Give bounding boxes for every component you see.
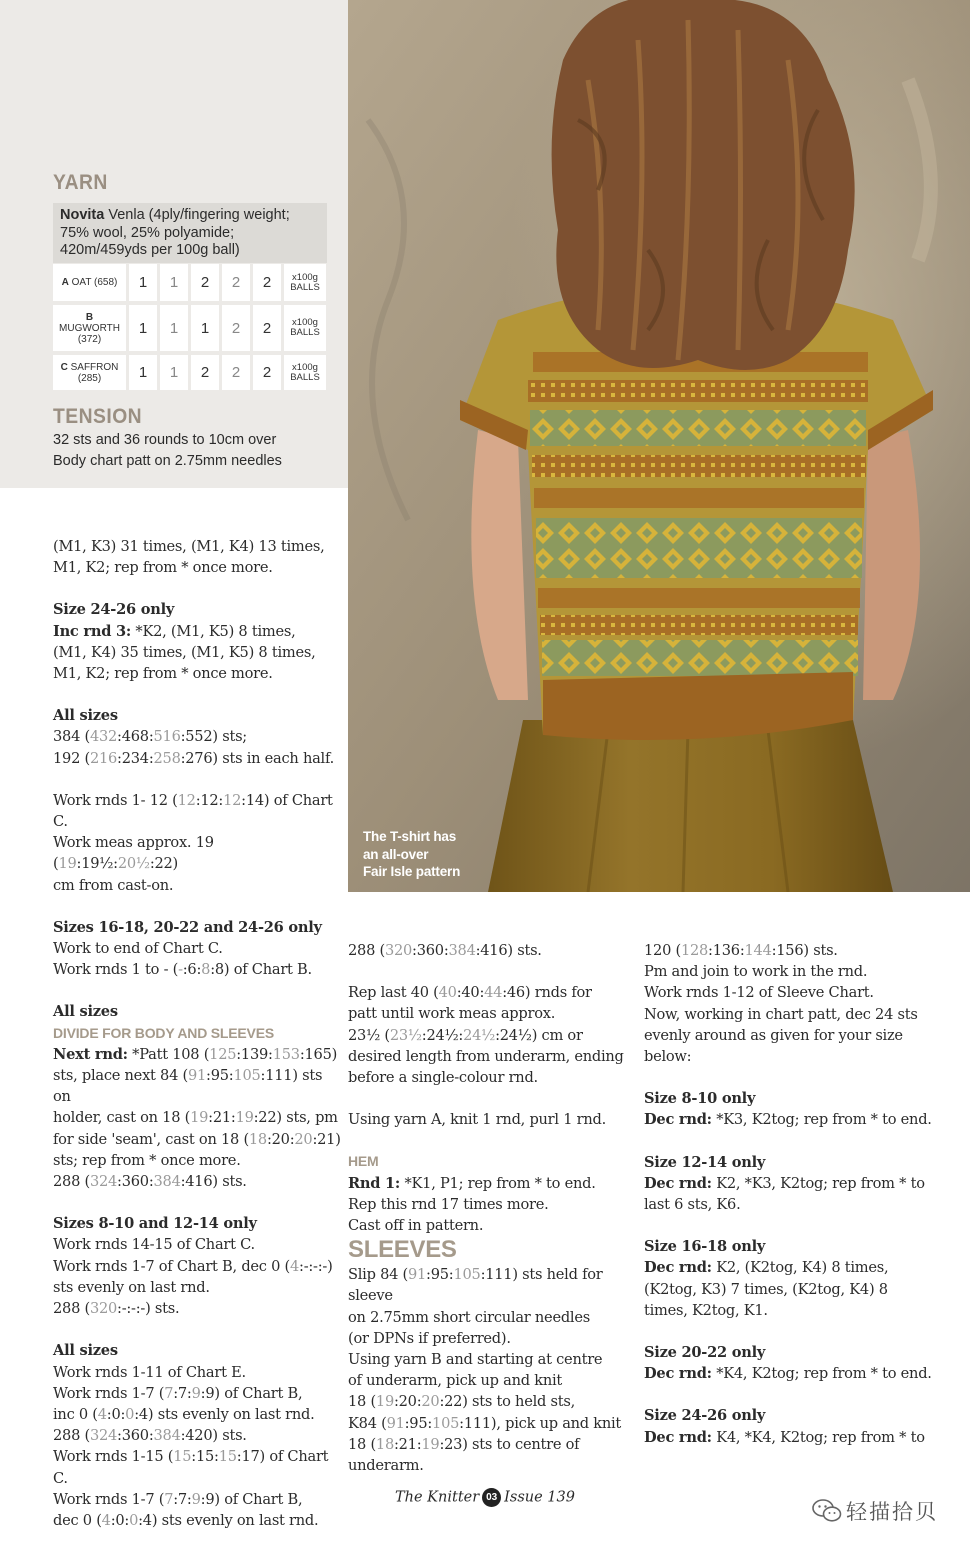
round-label: Dec rnd: bbox=[644, 1174, 712, 1192]
yarn-colour-name: A OAT (658) bbox=[53, 264, 126, 301]
yarn-qty: 1 bbox=[129, 264, 157, 301]
yarn-colour-name: B MUGWORTH (372) bbox=[53, 305, 126, 351]
pattern-column-3: 120 (128:136:144:156) sts. Pm and join to work in the rnd. Work rnds 1-12 of Sleeve Chart. Now, working in chart patt, dec 24 sts evenly around as given for your size below: Size 8-10 only Dec rnd: *K3, K2tog; rep from * to end. Size 12-14 only Dec rnd: K2, *K3, K2tog; rep from * to last 6 sts, K6. Size 16-18 only Dec rnd: K2, (K2tog, K4) 8 times, (K2tog, K3) 7 times, (K2tog, K4) 8 times, K2tog, K1. Size 20-22 only Dec rnd: *K4, K2tog; rep from * to end. Size 24-26 only Dec rnd: K4, *K4, K2tog; rep from * to bbox=[644, 942, 932, 1446]
yarn-qty: 1 bbox=[160, 355, 188, 390]
yarn-heading: YARN bbox=[53, 171, 108, 194]
yarn-unit: x100g BALLS bbox=[284, 355, 326, 390]
model-photo bbox=[348, 0, 970, 892]
yarn-desc-line: 75% wool, 25% polyamide; bbox=[60, 224, 235, 241]
yarn-unit: x100g BALLS bbox=[284, 264, 326, 301]
sleeves-heading: SLEEVES bbox=[348, 1236, 457, 1264]
magazine-name: The Knitter bbox=[394, 1489, 480, 1506]
size-heading: All sizes bbox=[53, 1003, 118, 1021]
wechat-icon bbox=[812, 1498, 842, 1524]
issue-number: Issue 139 bbox=[504, 1489, 575, 1506]
section-subheading: DIVIDE FOR BODY AND SLEEVES bbox=[53, 1024, 274, 1041]
yarn-qty: 2 bbox=[222, 264, 250, 301]
watermark bbox=[812, 1496, 938, 1526]
yarn-qty: 1 bbox=[129, 355, 157, 390]
pattern-column-2: 288 (320:360:384:416) sts. Rep last 40 (40:40:44:46) rnds for patt until work meas approx. 23½ (23½:24½:24½:24½) cm or desired length from underarm, ending before a single-colour rnd. Using yarn A, knit 1 rnd, purl 1 rnd. HEM Rnd 1: *K1, P1; rep from * to end. Rep this rnd 17 times more. Cast off in pattern. SLEEVES Slip 84 (91:95:105:111) sts held for sleeve on 2.75mm short circular needles (or DPNs if preferred). Using yarn B and starting at centre of underarm, pick up and knit 18 (19:20:20:22) sts to held sts, K84 (91:95:105:111), pick up and knit 18 (18:21:19:23) sts to centre of underarm. bbox=[348, 940, 638, 1476]
hem-heading: HEM bbox=[348, 1153, 379, 1170]
watermark-text: 轻描拾贝 bbox=[846, 1500, 938, 1524]
size-heading: Size 24-26 only bbox=[53, 601, 175, 619]
yarn-qty: 1 bbox=[160, 264, 188, 301]
yarn-qty: 2 bbox=[253, 264, 281, 301]
yarn-unit: x100g BALLS bbox=[284, 305, 326, 351]
yarn-desc-line: 420m/459yds per 100g ball) bbox=[60, 242, 240, 258]
pattern-column-1: (M1, K3) 31 times, (M1, K4) 13 times, M1, K2; rep from * once more. Size 24-26 only Inc rnd 3: *K2, (M1, K5) 8 times, (M1, K4) 35 times, (M1, K5) 8 times, M1, K2; rep from * once more. All sizes 384 (432:468:516:552) sts; 192 (216:234:258:276) sts in each half. Work rnds 1- 12 (12:12:12:14) of Chart C. Work meas approx. 19 (19:19½:20½:22) cm from cast-on. Sizes 16-18, 20-22 and 24-26 only Work to end of Chart C. Work rnds 1 to - (-:6:8:8) of Chart B. All sizes DIVIDE FOR BODY AND SLEEVES Next rnd: *Patt 108 (125:139:153:165) sts, place next 84 (91:95:105:111) sts on holder, cast on 18 (19:21:19:22) sts, pm for side 'seam', cast on 18 (18:20:20:21) sts; rep from * once more. 288 (324:360:384:416) sts. Sizes 8-10 and 12-14 only Work rnds 14-15 of Chart C. Work rnds 1-7 of Chart B, dec 0 (4:-:-:-) sts evenly on last rnd. 288 (320:-:-:-) sts. All sizes Work rnds 1-11 of Chart E. Work rnds 1-7 (7:7:9:9) of Chart B, inc 0 (4:0:0:4) sts evenly on last rnd. 288 (324:360:384:420) sts. Work rnds 1-15 (15:15:15:17) of Chart C. Work rnds 1-7 (7:7:9:9) of Chart B, dec 0 (4:0:0:4) sts evenly on last rnd. bbox=[53, 536, 343, 1531]
size-heading: Size 8-10 only bbox=[644, 1090, 756, 1108]
yarn-row-b bbox=[53, 305, 327, 351]
yarn-description bbox=[53, 203, 327, 263]
yarn-qty: 2 bbox=[253, 305, 281, 351]
round-label: Dec rnd: bbox=[644, 1428, 712, 1446]
size-heading: All sizes bbox=[53, 707, 118, 725]
pattern-line: M1, K2; rep from * once more. bbox=[53, 559, 273, 577]
yarn-qty: 2 bbox=[222, 305, 250, 351]
yarn-qty: 2 bbox=[191, 264, 219, 301]
yarn-qty: 2 bbox=[191, 355, 219, 390]
round-label: Dec rnd: bbox=[644, 1259, 712, 1277]
yarn-qty: 2 bbox=[222, 355, 250, 390]
yarn-brand: Novita bbox=[60, 207, 105, 223]
round-label: Rnd 1: bbox=[348, 1174, 401, 1192]
round-label: Dec rnd: bbox=[644, 1365, 712, 1383]
tension-text: 32 sts and 36 rounds to 10cm over Body chart patt on 2.75mm needles bbox=[53, 432, 282, 469]
size-heading: Size 16-18 only bbox=[644, 1238, 766, 1256]
size-heading: Size 24-26 only bbox=[644, 1407, 766, 1425]
pattern-line: (M1, K3) 31 times, (M1, K4) 13 times, bbox=[53, 538, 325, 555]
size-heading: All sizes bbox=[53, 1342, 118, 1360]
yarn-desc-line: Venla (4ply/fingering weight; bbox=[104, 207, 290, 223]
yarn-qty: 1 bbox=[129, 305, 157, 351]
yarn-qty: 1 bbox=[191, 305, 219, 351]
yarn-colour-name: C SAFFRON (285) bbox=[53, 355, 126, 390]
tension-heading: TENSION bbox=[53, 405, 143, 428]
yarn-qty: 2 bbox=[253, 355, 281, 390]
yarn-qty: 1 bbox=[160, 305, 188, 351]
size-heading: Sizes 16-18, 20-22 and 24-26 only bbox=[53, 918, 322, 936]
yarn-row-c bbox=[53, 355, 327, 390]
yarn-row-a bbox=[53, 264, 327, 301]
photo-caption: The T-shirt has an all-over Fair Isle pattern bbox=[363, 829, 461, 879]
photo-illustration bbox=[348, 0, 970, 892]
page-number-badge: 03 bbox=[482, 1488, 501, 1507]
round-label: Dec rnd: bbox=[644, 1111, 712, 1129]
round-label: Next rnd: bbox=[53, 1045, 128, 1063]
size-heading: Sizes 8-10 and 12-14 only bbox=[53, 1215, 257, 1233]
size-heading: Size 20-22 only bbox=[644, 1344, 766, 1362]
size-heading: Size 12-14 only bbox=[644, 1153, 766, 1171]
round-label: Inc rnd 3: bbox=[53, 622, 132, 640]
